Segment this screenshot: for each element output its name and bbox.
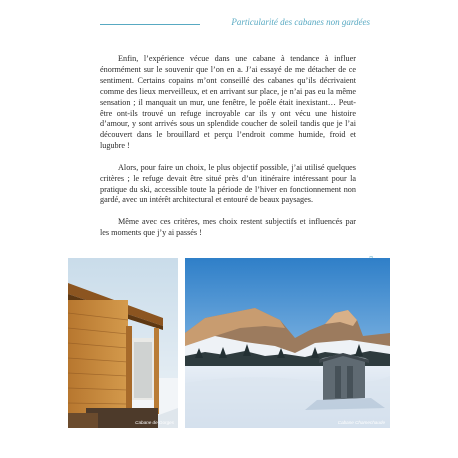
body-text	[100, 54, 356, 249]
caption-right: Cabane Chamechaude	[337, 420, 385, 425]
caption-left: Cabane de Gorges	[135, 420, 174, 425]
header-rule	[100, 24, 200, 25]
running-header: Particularité des cabanes non gardées	[231, 17, 370, 27]
paragraph-1: Enfin, l’expérience vécue dans une cabane à tendance à influer énormément sur le souvenir que l’on en a. J’ai essayé de me détacher de ce sentiment. Certains copains m’ont conseillé des cabanes qu’ils décrivaient comme des lieux merveilleux, et en arrivant sur place, je n’ai pas eu la même sensation ; il manquait un mur, une fenêtre, le poêle était inexistant… Peut-être ont-ils trouvé un refuge incroyable car ils y ont vécu une histoire d’amour, y sont arrivés sous un splendide coucher de soleil tandis que je l’ai découvert dans le brouillard et perçu l’endroit comme humide, froid et lugubre !	[100, 54, 356, 151]
photo-cabin-mountain	[185, 258, 390, 428]
paragraph-3: Même avec ces critères, mes choix restent subjectifs et influencés par les moments que j’y ai passés !	[100, 216, 356, 237]
photo-cabin-wooden	[68, 258, 178, 428]
cabin-wooden-illustration	[68, 258, 178, 428]
cabin-mountain-illustration	[185, 258, 390, 428]
paragraph-2: Alors, pour faire un choix, le plus objectif possible, j’ai utilisé quelques critères ; le refuge devait être situé près d’un itinéraire intéressant pour la pratique du ski, accessible toute la période de l’hiver en fonctionnement non gardé, avec un intérêt architectural et entouré de beaux paysages.	[100, 162, 356, 205]
